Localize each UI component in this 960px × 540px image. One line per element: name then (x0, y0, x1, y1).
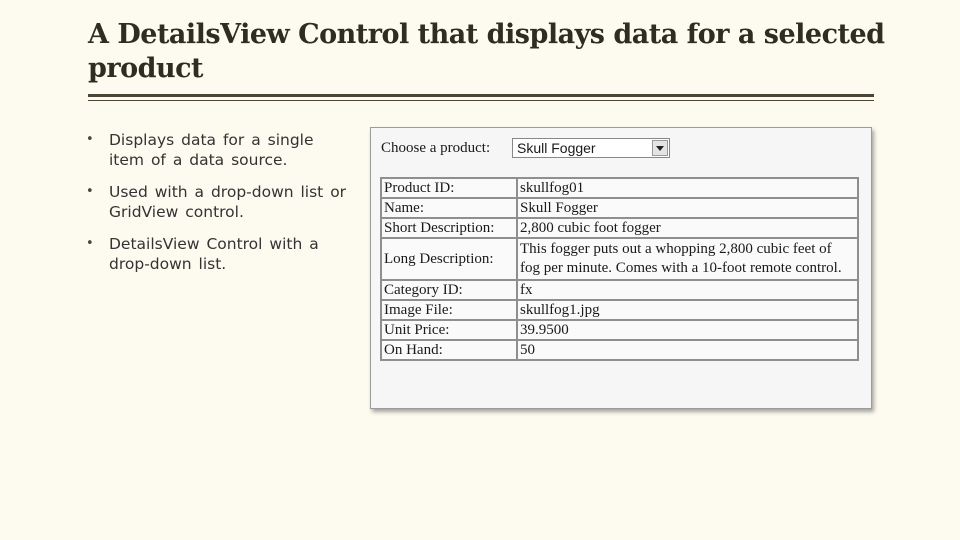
table-row (381, 198, 858, 218)
row-value: 39.9500 (517, 320, 858, 340)
table-row (381, 178, 858, 198)
product-dropdown[interactable] (512, 138, 670, 158)
chevron-down-icon (656, 146, 664, 151)
detailsview-screenshot (370, 127, 872, 409)
bullet-icon: • (86, 132, 94, 147)
row-value: skullfog01 (517, 178, 858, 198)
bullet-list (86, 130, 348, 286)
title-divider-thin (88, 100, 874, 101)
product-chooser-label: Choose a product: (381, 140, 491, 156)
table-row (381, 320, 858, 340)
table-row (381, 280, 858, 300)
row-value: This fogger puts out a whopping 2,800 cubic feet of fog per minute. Comes with a 10-foot remote control. (517, 238, 858, 280)
row-label: Product ID: (381, 178, 517, 198)
row-value: 2,800 cubic foot fogger (517, 218, 858, 238)
table-row (381, 238, 858, 280)
table-row (381, 218, 858, 238)
row-label: Image File: (381, 300, 517, 320)
row-value: fx (517, 280, 858, 300)
row-label: On Hand: (381, 340, 517, 360)
bullet-text: DetailsView Control with a drop-down list. (109, 235, 319, 273)
bullet-text: Used with a drop-down list or GridView control. (109, 183, 347, 221)
product-dropdown-value: Skull Fogger (517, 140, 596, 156)
slide-title: A DetailsView Control that displays data for a selected product (88, 19, 885, 84)
bullet-icon: • (86, 236, 94, 251)
row-value: skullfog1.jpg (517, 300, 858, 320)
dropdown-arrow-button[interactable] (652, 140, 668, 156)
bullet-text: Displays data for a single item of a data source. (109, 131, 314, 169)
bullet-item (86, 234, 348, 274)
bullet-item (86, 130, 348, 170)
row-value: 50 (517, 340, 858, 360)
row-value: Skull Fogger (517, 198, 858, 218)
row-label: Unit Price: (381, 320, 517, 340)
table-row (381, 300, 858, 320)
row-label: Name: (381, 198, 517, 218)
row-label: Category ID: (381, 280, 517, 300)
title-divider (88, 94, 874, 97)
table-row (381, 340, 858, 360)
row-label: Short Description: (381, 218, 517, 238)
details-table (380, 177, 859, 361)
bullet-icon: • (86, 184, 94, 199)
row-label: Long Description: (381, 238, 517, 280)
bullet-item (86, 182, 348, 222)
